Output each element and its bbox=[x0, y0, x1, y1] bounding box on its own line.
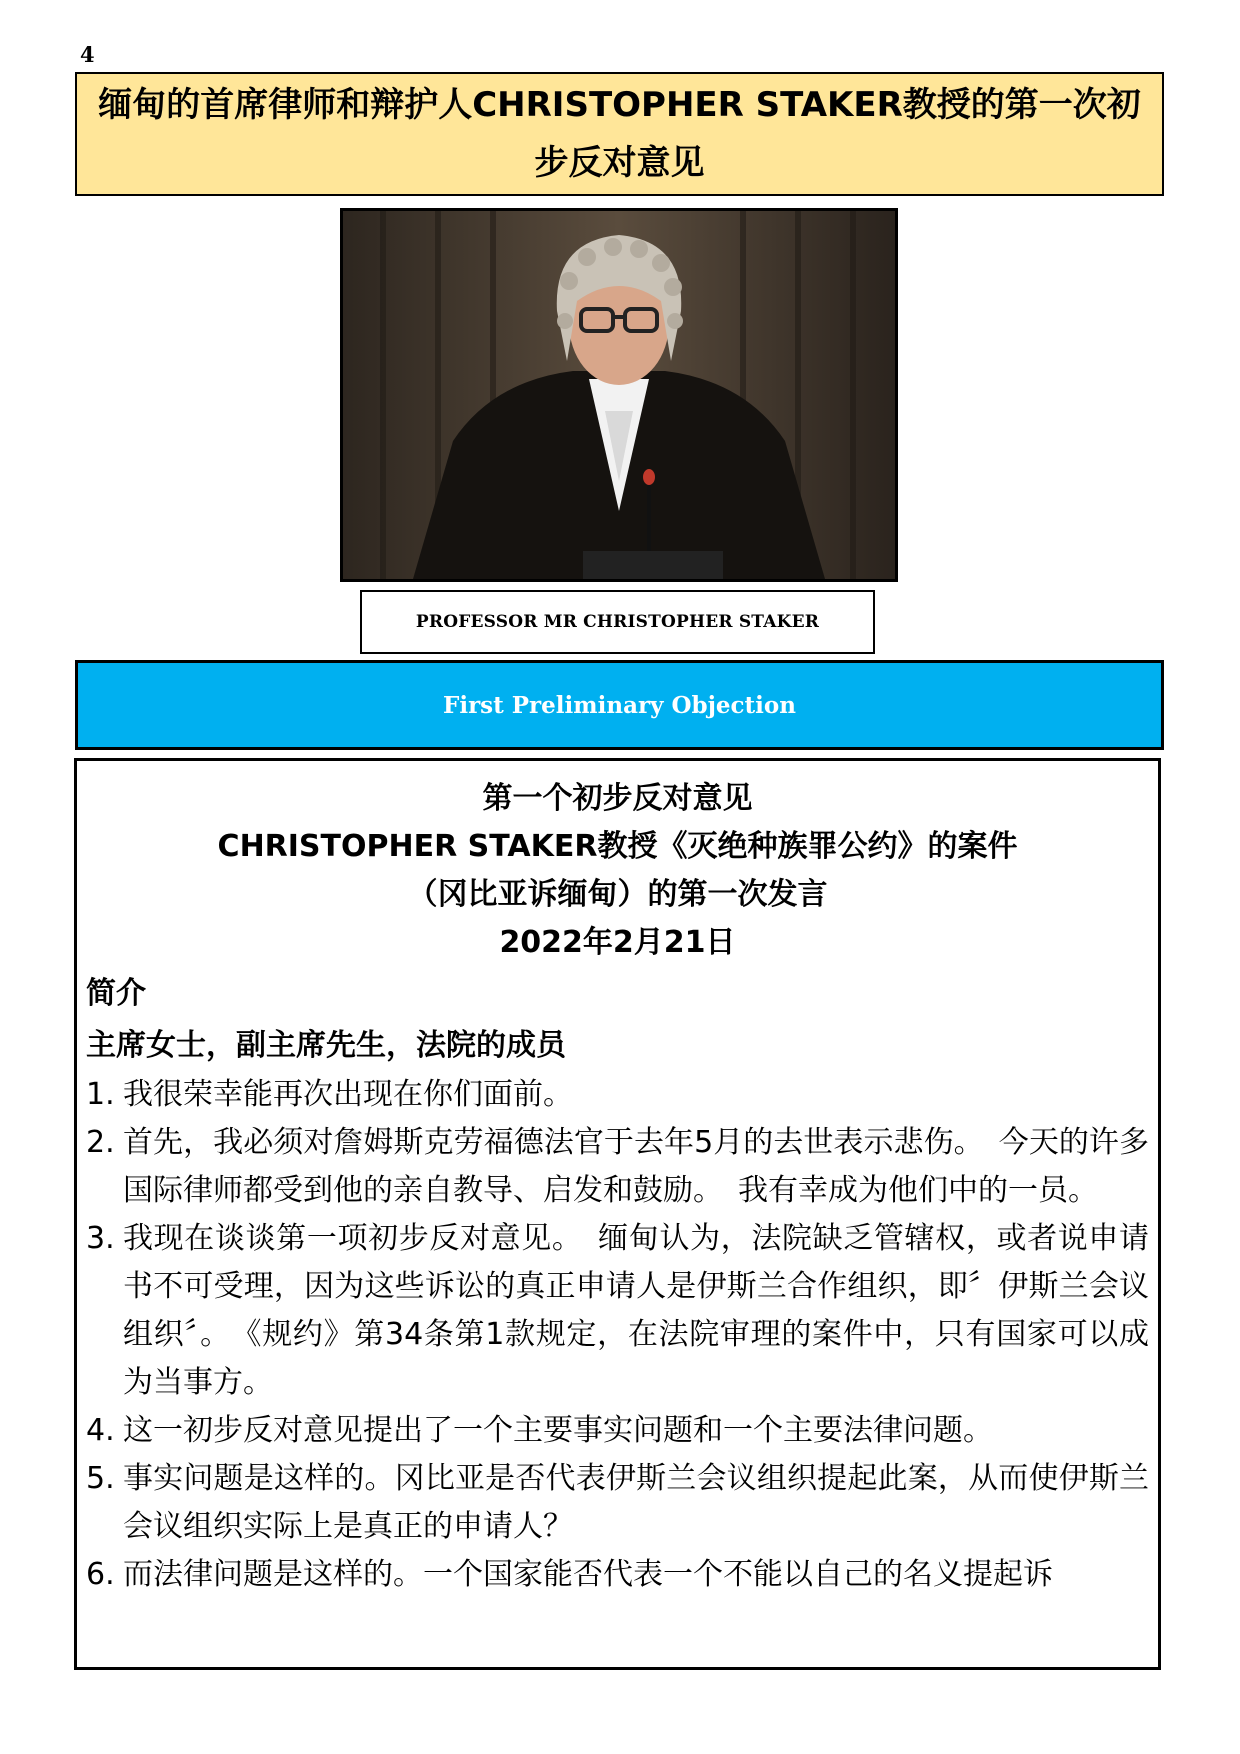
paragraph bbox=[86, 1551, 1149, 1599]
section-banner: First Preliminary Objection bbox=[75, 660, 1164, 750]
paragraph-text: 首先，我必须对詹姆斯克劳福德法官于去年5月的去世表示悲伤。 今天的许多国际律师都受到他的亲自教导、启发和鼓励。 我有幸成为他们中的一员。 bbox=[123, 1125, 1149, 1208]
paragraph-number: 4. bbox=[86, 1413, 115, 1448]
paragraph-number: 1. bbox=[86, 1077, 115, 1112]
paragraph bbox=[86, 1071, 1149, 1119]
paragraph-number: 6. bbox=[86, 1557, 115, 1592]
portrait-photo bbox=[340, 208, 898, 582]
paragraph-number: 2. bbox=[86, 1125, 115, 1160]
paragraph-text: 这一初步反对意见提出了一个主要事实问题和一个主要法律问题。 bbox=[123, 1413, 993, 1448]
heading-line-3: （冈比亚诉缅甸）的第一次发言 bbox=[407, 877, 828, 912]
paragraph bbox=[86, 1215, 1149, 1407]
content-box bbox=[74, 758, 1161, 1670]
paragraph-text: 我现在谈谈第一项初步反对意见。 缅甸认为，法院缺乏管辖权，或者说申请书不可受理，因为这些诉讼的真正申请人是伊斯兰合作组织，即〞伊斯兰会议组织〞。 《规约》第34条第1款规定，在法院审理的案件中，只有国家可以成为当事方。 bbox=[123, 1221, 1149, 1400]
intro-label: 简介 bbox=[86, 976, 146, 1011]
photo-caption: PROFESSOR MR CHRISTOPHER STAKER bbox=[360, 590, 875, 654]
portrait-image bbox=[343, 211, 895, 579]
heading-line-2: CHRISTOPHER STAKER教授《灭绝种族罪公约》的案件 bbox=[217, 829, 1018, 864]
page-number: 4 bbox=[80, 42, 95, 67]
address-line: 主席女士，副主席先生，法院的成员 bbox=[86, 1028, 566, 1063]
page-title: 缅甸的首席律师和辩护人CHRISTOPHER STAKER教授的第一次初步反对意见 bbox=[98, 85, 1141, 183]
paragraph-text: 我很荣幸能再次出现在你们面前。 bbox=[123, 1077, 573, 1112]
title-box bbox=[75, 72, 1164, 196]
paragraph-number: 3. bbox=[86, 1221, 115, 1256]
paragraph-text: 事实问题是这样的。冈比亚是否代表伊斯兰会议组织提起此案，从而使伊斯兰会议组织实际上是真正的申请人？ bbox=[123, 1461, 1149, 1544]
paragraph-text: 而法律问题是这样的。一个国家能否代表一个不能以自己的名义提起诉 bbox=[123, 1557, 1053, 1592]
paragraph bbox=[86, 1119, 1149, 1215]
heading-date: 2022年2月21日 bbox=[499, 925, 736, 960]
heading-line-1: 第一个初步反对意见 bbox=[482, 781, 753, 816]
paragraph bbox=[86, 1407, 1149, 1455]
paragraph-number: 5. bbox=[86, 1461, 115, 1496]
paragraph bbox=[86, 1455, 1149, 1551]
